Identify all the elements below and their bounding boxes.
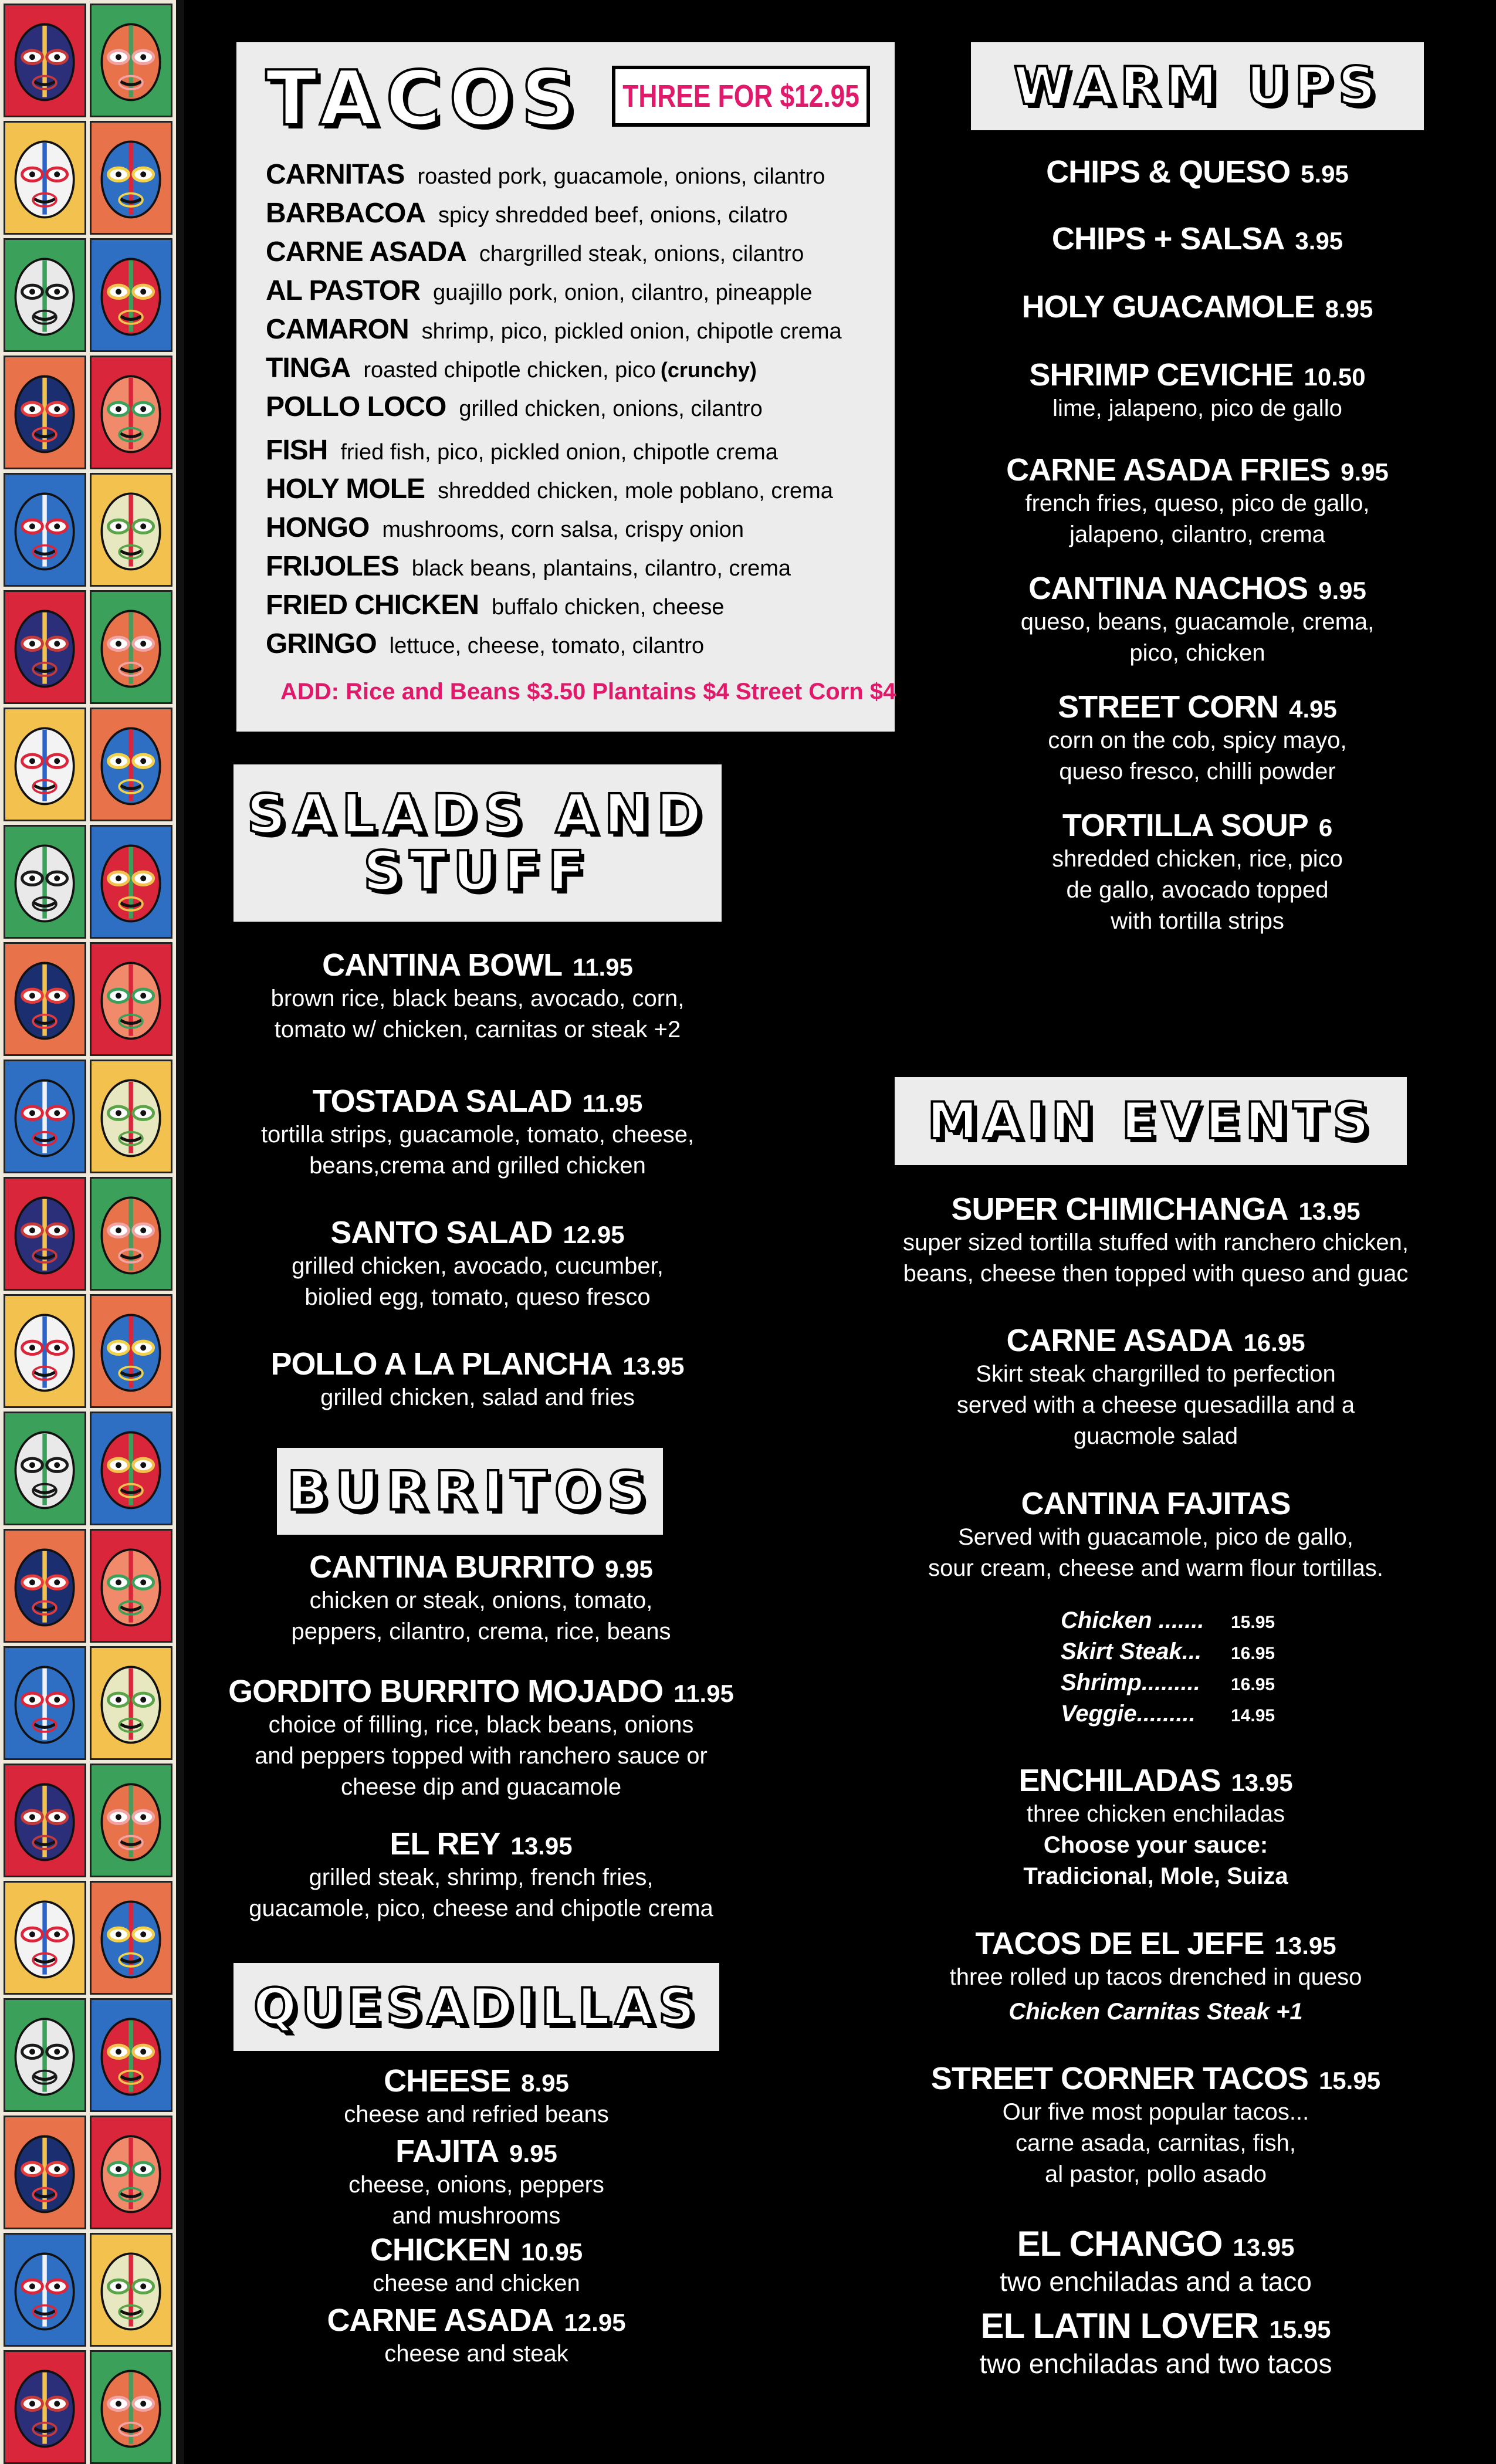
item-price: 15.95 (1318, 2067, 1381, 2094)
menu-item (845, 2306, 1467, 2382)
item-desc: cheese dip and guacamole (340, 1773, 622, 1800)
mask-row (0, 0, 176, 117)
taco-desc: guajillo pork, onion, cilantro, pineapple (433, 280, 813, 305)
taco-desc: roasted pork, guacamole, onions, cilantro (417, 164, 825, 189)
item-price: 13.95 (510, 1832, 573, 1860)
item-name: CHICKEN (370, 2232, 510, 2267)
tacos-add-ons: ADD: Rice and Beans $3.50 Plantains $4 Street Corn $4 (280, 679, 896, 705)
item-name: CHIPS & QUESO (1046, 154, 1291, 189)
main-events-header (895, 1077, 1407, 1165)
mask-icon (4, 1060, 86, 1173)
taco-desc: mushrooms, corn salsa, crispy onion (382, 517, 744, 542)
mask-row (0, 1173, 176, 1291)
option-price: 15.95 (1231, 1613, 1275, 1632)
menu-item (233, 2133, 719, 2232)
main-events-title: MAIN EVENTS (927, 1091, 1375, 1150)
item-desc: lime, jalapeno, pico de gallo (1052, 395, 1342, 422)
item-price: 13.95 (1298, 1197, 1360, 1225)
item-name: HOLY GUACAMOLE (1021, 289, 1315, 324)
menu-item (233, 2063, 719, 2130)
mask-icon (90, 2233, 172, 2347)
item-desc: cheese and refried beans (344, 2101, 609, 2128)
mask-icon (90, 1529, 172, 1643)
taco-item (266, 512, 883, 550)
item-desc: grilled chicken, salad and fries (320, 1385, 635, 1411)
mask-icon (90, 1646, 172, 1760)
menu-item (223, 1826, 739, 1924)
mask-row (0, 352, 176, 469)
menu-item (845, 1925, 1467, 2028)
mask-icon (90, 708, 172, 821)
option-label: Shrimp......... (1061, 1670, 1200, 1695)
item-name: CHIPS + SALSA (1051, 221, 1285, 256)
mask-icon (4, 825, 86, 939)
item-price: 13.95 (1231, 1769, 1293, 1796)
mask-row (0, 1525, 176, 1643)
item-name: TORTILLA SOUP (1062, 808, 1308, 843)
item-desc: three rolled up tacos drenched in queso (949, 1964, 1362, 1991)
taco-desc: chargrilled steak, onions, cilantro (479, 242, 804, 266)
item-desc: brown rice, black beans, avocado, corn, (270, 986, 685, 1012)
mask-icon (4, 1529, 86, 1643)
item-price: 13.95 (1274, 1932, 1336, 1959)
mask-row (0, 469, 176, 587)
mask-icon (4, 1646, 86, 1760)
menu-item (971, 807, 1424, 936)
menu-item (971, 221, 1424, 257)
item-desc: de gallo, avocado topped (1066, 876, 1329, 903)
mask-icon (4, 238, 86, 352)
item-desc: served with a cheese quesadilla and a (956, 1392, 1355, 1418)
taco-item (266, 628, 883, 666)
tacos-section (236, 42, 895, 732)
menu-item (971, 570, 1424, 669)
item-desc: biolied egg, tomato, queso fresco (304, 1284, 651, 1310)
mask-row (0, 704, 176, 821)
item-price: 11.95 (573, 953, 633, 981)
burritos-header (277, 1448, 663, 1535)
taco-name: CARNE ASADA (266, 236, 466, 268)
mask-row (0, 1408, 176, 1525)
item-desc: queso, beans, guacamole, crema, (1020, 609, 1375, 635)
item-name: STREET CORNER TACOS (930, 2061, 1308, 2096)
quesadillas-header (233, 1963, 719, 2051)
menu-item (845, 2223, 1467, 2300)
tacos-title: TACOS (266, 55, 584, 143)
item-price: 13.95 (1233, 2233, 1295, 2261)
taco-desc: black beans, plantains, cilantro, crema (411, 556, 791, 581)
strip-divider (176, 0, 184, 2464)
salads-title (246, 783, 709, 902)
mask-icon (4, 942, 86, 1056)
taco-item (266, 352, 883, 391)
mask-icon (4, 4, 86, 117)
mask-icon (90, 825, 172, 939)
mask-icon (4, 2350, 86, 2464)
mask-icon (4, 1294, 86, 1408)
menu-item (223, 1673, 739, 1802)
item-note: Chicken Carnitas Steak +1 (1008, 1998, 1303, 2025)
mask-icon (90, 1881, 172, 1995)
item-desc: Served with guacamole, pico de gallo, (958, 1524, 1353, 1551)
mask-icon (90, 2116, 172, 2229)
taco-name: BARBACOA (266, 198, 425, 229)
item-desc: three chicken enchiladas (1026, 1801, 1285, 1827)
item-note: Choose your sauce: (1043, 1832, 1268, 1858)
taco-item (266, 434, 883, 473)
fajita-options (1061, 1607, 1307, 1732)
item-desc: with tortilla strips (1111, 908, 1284, 934)
option-label: Chicken ....... (1061, 1607, 1204, 1633)
mask-icon (4, 2233, 86, 2347)
item-name: CHEESE (384, 2063, 511, 2099)
mask-icon (4, 2116, 86, 2229)
item-name: SUPER CHIMICHANGA (951, 1192, 1288, 1227)
mask-icon (90, 1060, 172, 1173)
mask-icon (4, 1881, 86, 1995)
item-name: CANTINA BOWL (322, 947, 563, 983)
item-price: 9.95 (1341, 458, 1389, 486)
menu-item (233, 947, 722, 1045)
item-desc: cheese and chicken (373, 2270, 580, 2297)
taco-item (266, 158, 883, 197)
item-desc: grilled chicken, avocado, cucumber, (292, 1253, 664, 1280)
item-desc: al pastor, pollo asado (1044, 2161, 1267, 2187)
quesadillas-title: QUESADILLAS (253, 1977, 699, 2036)
item-desc: pico, chicken (1129, 639, 1265, 666)
item-desc: carne asada, carnitas, fish, (1015, 2130, 1297, 2156)
item-desc: shredded chicken, rice, pico (1052, 846, 1343, 872)
mask-icon (90, 2350, 172, 2464)
item-desc: sour cream, cheese and warm flour tortillas. (928, 1555, 1383, 1581)
taco-name: POLLO LOCO (266, 391, 446, 422)
item-desc: and peppers topped with ranchero sauce or (255, 1742, 708, 1769)
item-price: 12.95 (563, 1221, 625, 1248)
burritos-title: BURRITOS (287, 1459, 653, 1522)
taco-name: AL PASTOR (266, 275, 421, 306)
item-desc: Skirt steak chargrilled to perfection (976, 1361, 1336, 1387)
item-desc: corn on the cob, spicy mayo, (1048, 727, 1347, 754)
mask-icon (90, 121, 172, 235)
warm-ups-title: WARM UPS (1013, 55, 1382, 116)
taco-desc: spicy shredded beef, onions, cilatro (438, 203, 788, 228)
option-price: 16.95 (1231, 1675, 1275, 1694)
item-name: EL LATIN LOVER (980, 2306, 1259, 2345)
menu-item (233, 1214, 722, 1313)
warm-ups-header (971, 42, 1424, 130)
menu-item (223, 1549, 739, 1647)
item-desc: and mushrooms (392, 2202, 561, 2229)
item-desc: super sized tortilla stuffed with ranchero chicken, (903, 1230, 1409, 1256)
mask-row (0, 1995, 176, 2112)
item-desc: guacmole salad (1073, 1423, 1238, 1449)
tacos-deal-text: THREE FOR $12.95 (622, 79, 859, 114)
taco-desc: roasted chipotle chicken, pico (363, 358, 656, 383)
item-price: 4.95 (1289, 695, 1337, 723)
fajita-option (1061, 1670, 1307, 1701)
item-price: 13.95 (622, 1352, 685, 1380)
mask-row (0, 1643, 176, 1760)
item-price: 8.95 (521, 2069, 569, 2097)
item-name: POLLO A LA PLANCHA (270, 1346, 612, 1382)
mask-row (0, 2229, 176, 2347)
item-price: 12.95 (564, 2309, 626, 2336)
item-desc: french fries, queso, pico de gallo, (1025, 490, 1370, 517)
item-desc: queso fresco, chilli powder (1059, 758, 1336, 784)
item-name: CANTINA FAJITAS (1021, 1486, 1291, 1521)
option-label: Skirt Steak... (1061, 1639, 1202, 1664)
item-price: 3.95 (1295, 227, 1343, 255)
fajita-option (1061, 1607, 1307, 1639)
item-price: 11.95 (582, 1089, 643, 1117)
item-desc: Our five most popular tacos... (1002, 2099, 1309, 2125)
item-name: CANTINA NACHOS (1028, 571, 1308, 606)
taco-item (266, 473, 883, 512)
mask-icon (4, 121, 86, 235)
menu-item (845, 1485, 1467, 1584)
item-price: 15.95 (1269, 2316, 1331, 2343)
fajita-option (1061, 1639, 1307, 1670)
item-price: 9.95 (1318, 577, 1366, 604)
item-price: 10.95 (520, 2238, 583, 2266)
menu-item (971, 452, 1424, 550)
mask-icon (4, 356, 86, 469)
taco-item (266, 236, 883, 275)
mask-icon (90, 1177, 172, 1291)
menu-item (971, 154, 1424, 190)
taco-name: HOLY MOLE (266, 473, 425, 505)
item-name: GORDITO BURRITO MOJADO (228, 1674, 664, 1709)
menu-item (971, 289, 1424, 325)
mask-row (0, 117, 176, 235)
item-name: FAJITA (395, 2134, 499, 2169)
taco-name: FRIJOLES (266, 551, 399, 582)
wrestling-mask-strip (0, 0, 176, 2464)
taco-desc: fried fish, pico, pickled onion, chipotle crema (340, 440, 778, 465)
taco-name: GRINGO (266, 628, 377, 659)
mask-icon (90, 1294, 172, 1408)
item-note: Tradicional, Mole, Suiza (1023, 1863, 1288, 1889)
item-desc: cheese and steak (384, 2341, 568, 2367)
menu-item (845, 2060, 1467, 2189)
tacos-list (266, 158, 883, 666)
taco-name: CAMARON (266, 314, 409, 345)
item-name: CARNE ASADA FRIES (1006, 452, 1331, 488)
mask-row (0, 1877, 176, 1995)
item-desc: beans,crema and grilled chicken (309, 1152, 646, 1179)
item-desc: tomato w/ chicken, carnitas or steak +2 (274, 1016, 681, 1043)
mask-icon (90, 1412, 172, 1525)
tacos-deal-badge (612, 66, 870, 127)
menu-item (233, 2232, 719, 2299)
mask-icon (4, 1764, 86, 1877)
mask-icon (90, 590, 172, 704)
taco-desc: grilled chicken, onions, cilantro (459, 397, 763, 421)
menu-item (233, 1346, 722, 1413)
item-name: CANTINA BURRITO (309, 1549, 595, 1585)
item-name: EL REY (390, 1826, 500, 1861)
taco-desc: shrimp, pico, pickled onion, chipotle crema (421, 319, 842, 344)
option-label: Veggie......... (1061, 1701, 1196, 1727)
salads-title-line2: STUFF (363, 840, 592, 902)
mask-icon (4, 708, 86, 821)
taco-desc: shredded chicken, mole poblano, crema (438, 479, 833, 503)
taco-desc: buffalo chicken, cheese (492, 595, 725, 620)
taco-item (266, 313, 883, 352)
taco-name: CARNITAS (266, 159, 405, 190)
taco-name: FRIED CHICKEN (266, 590, 479, 621)
menu-item (971, 689, 1424, 787)
item-name: SHRIMP CEVICHE (1029, 357, 1294, 392)
taco-item (266, 589, 883, 628)
item-name: STREET CORN (1058, 689, 1279, 725)
item-price: 16.95 (1243, 1329, 1305, 1356)
option-price: 14.95 (1231, 1706, 1275, 1725)
mask-icon (4, 473, 86, 587)
item-desc: beans, cheese then topped with queso and guac (903, 1260, 1409, 1287)
item-desc: two enchiladas and two tacos (979, 2348, 1332, 2379)
mask-row (0, 2347, 176, 2464)
item-desc: grilled steak, shrimp, french fries, (309, 1864, 654, 1891)
mask-icon (90, 1764, 172, 1877)
mask-row (0, 2112, 176, 2229)
menu-item (845, 1762, 1467, 1891)
menu-item (233, 1083, 722, 1182)
mask-icon (90, 356, 172, 469)
mask-icon (4, 1998, 86, 2112)
menu-item (233, 2302, 719, 2370)
mask-icon (4, 1412, 86, 1525)
item-desc: tortilla strips, guacamole, tomato, cheese, (260, 1122, 695, 1148)
mask-row (0, 939, 176, 1056)
taco-item (266, 197, 883, 236)
item-name: ENCHILADAS (1018, 1763, 1221, 1798)
mask-icon (90, 473, 172, 587)
item-desc: guacamole, pico, cheese and chipotle crema (249, 1895, 713, 1921)
item-price: 10.50 (1304, 363, 1366, 391)
taco-item (266, 391, 883, 429)
taco-name: TINGA (266, 353, 351, 384)
mask-icon (4, 590, 86, 704)
taco-item (266, 275, 883, 313)
menu-item (971, 357, 1424, 424)
item-name: CARNE ASADA (327, 2303, 554, 2338)
salads-title-line1: SALADS AND (246, 783, 709, 846)
taco-note: (crunchy) (660, 358, 757, 382)
taco-name: FISH (266, 435, 328, 466)
item-name: TACOS DE EL JEFE (975, 1926, 1264, 1961)
taco-name: HONGO (266, 512, 370, 543)
item-desc: jalapeno, cilantro, crema (1069, 521, 1325, 547)
item-desc: choice of filling, rice, black beans, onions (268, 1712, 694, 1738)
option-price: 16.95 (1231, 1644, 1275, 1663)
mask-row (0, 1760, 176, 1877)
item-price: 6 (1318, 814, 1333, 841)
item-desc: cheese, onions, peppers (348, 2172, 604, 2198)
taco-desc: lettuce, cheese, tomato, cilantro (389, 634, 705, 658)
item-price: 8.95 (1325, 295, 1373, 323)
mask-icon (90, 238, 172, 352)
item-name: SANTO SALAD (330, 1215, 553, 1250)
item-price: 9.95 (509, 2140, 557, 2167)
menu-item (845, 1322, 1467, 1451)
mask-icon (90, 4, 172, 117)
item-desc: two enchiladas and a taco (1000, 2266, 1312, 2297)
mask-row (0, 1291, 176, 1408)
mask-icon (90, 942, 172, 1056)
mask-icon (90, 1998, 172, 2112)
taco-item (266, 550, 883, 589)
mask-row (0, 821, 176, 939)
item-desc: peppers, cilantro, crema, rice, beans (291, 1618, 671, 1644)
item-price: 11.95 (673, 1680, 734, 1707)
mask-icon (4, 1177, 86, 1291)
item-name: TOSTADA SALAD (312, 1084, 572, 1119)
item-desc: chicken or steak, onions, tomato, (309, 1588, 653, 1614)
item-name: EL CHANGO (1017, 2224, 1223, 2263)
menu-item (845, 1191, 1467, 1289)
salads-header (233, 764, 722, 922)
item-price: 5.95 (1301, 160, 1349, 188)
fajita-option (1061, 1701, 1307, 1732)
mask-row (0, 587, 176, 704)
mask-row (0, 235, 176, 352)
mask-row (0, 1056, 176, 1173)
item-name: CARNE ASADA (1006, 1323, 1233, 1358)
item-price: 9.95 (605, 1555, 653, 1583)
